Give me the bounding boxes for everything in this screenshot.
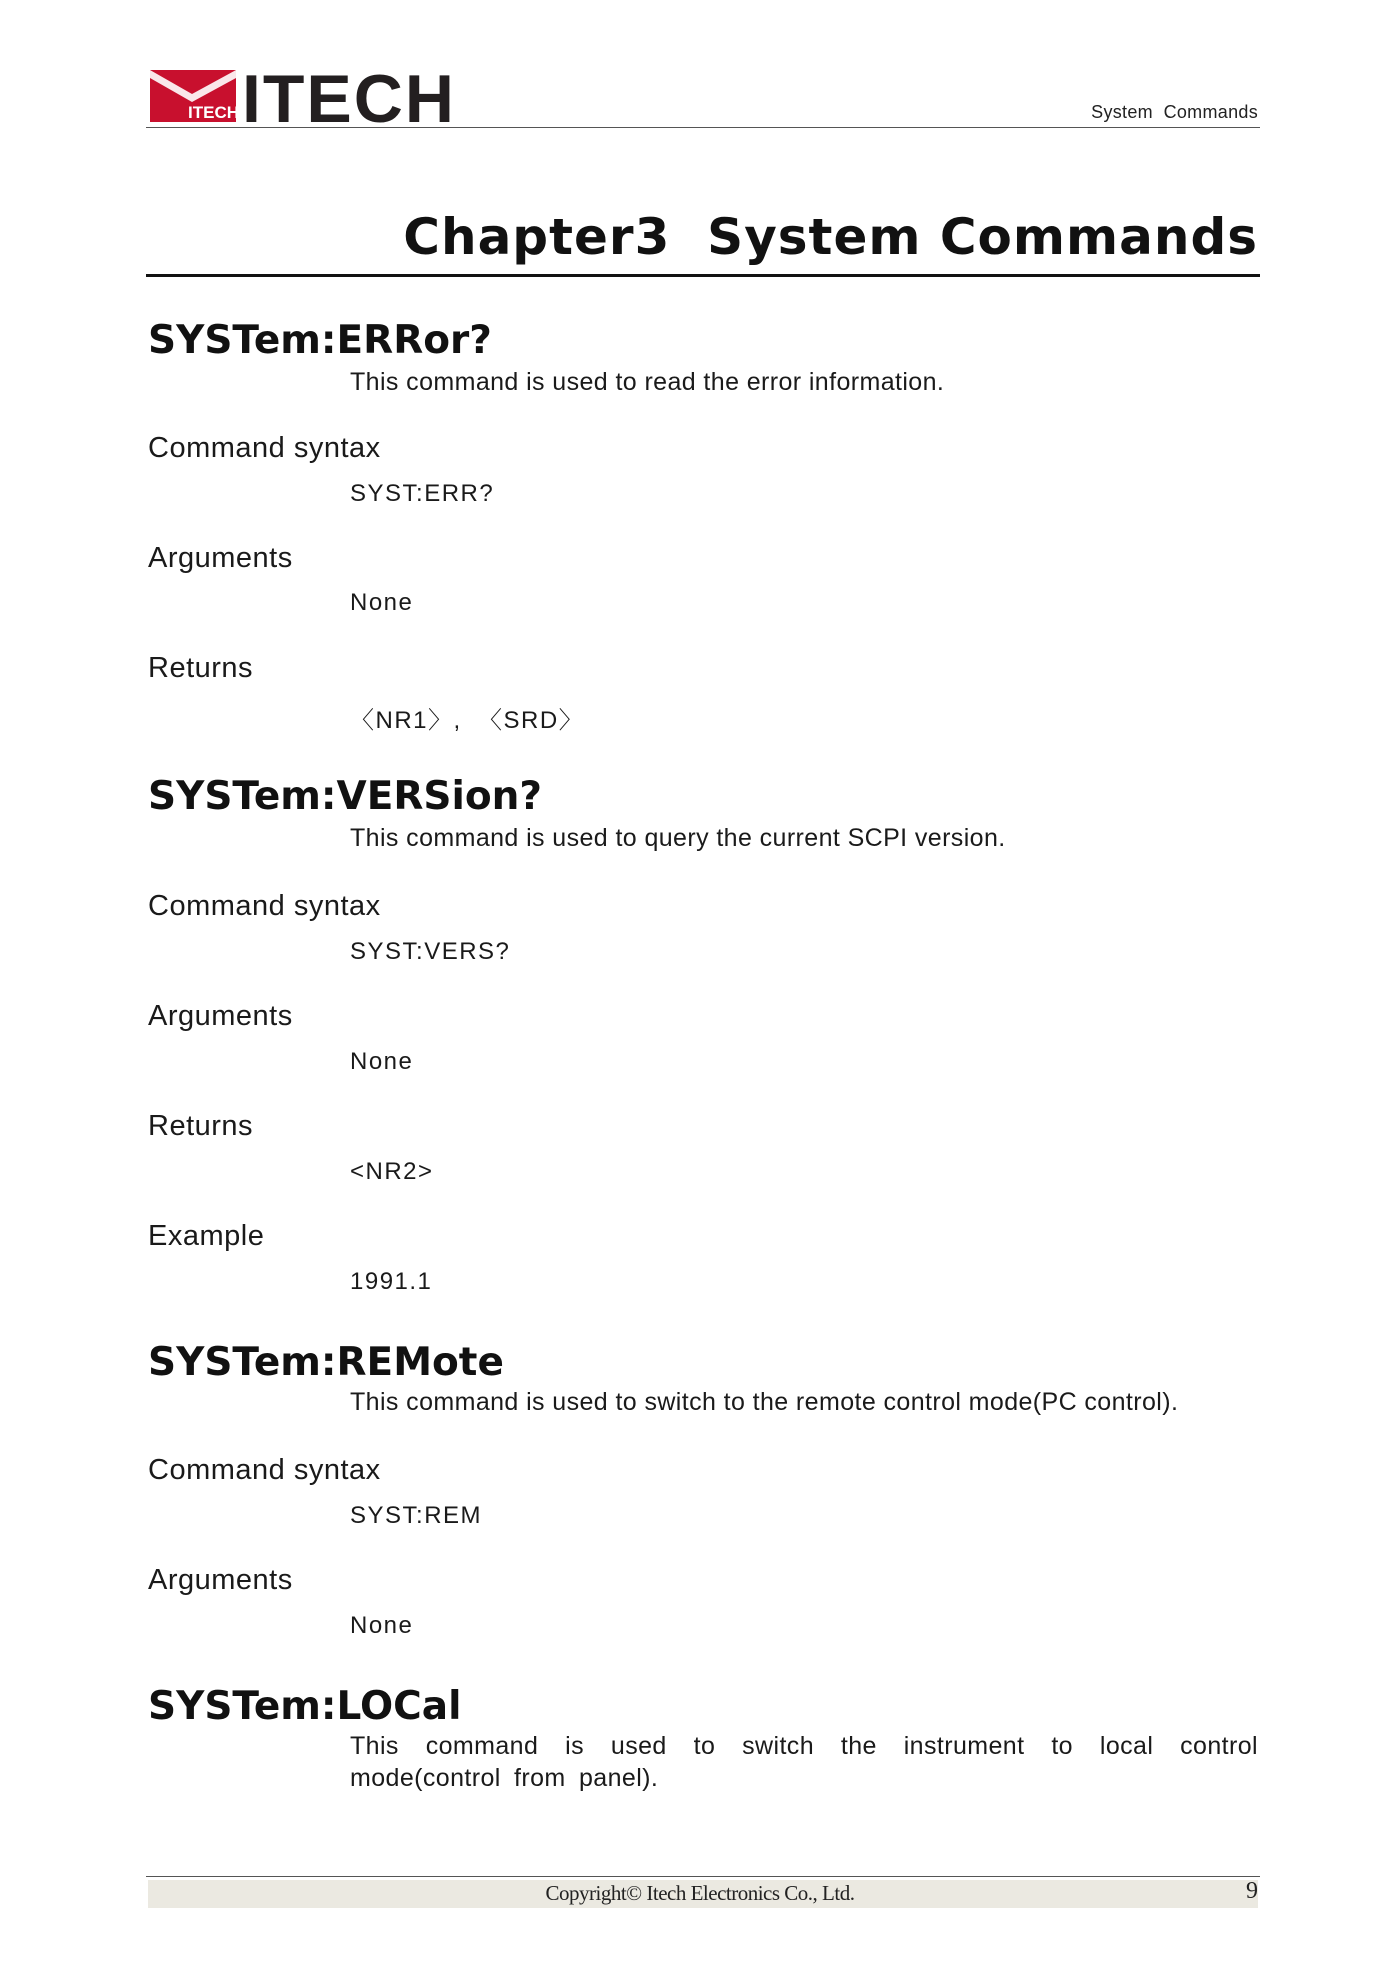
running-head: System Commands: [1091, 102, 1258, 122]
logo-badge-text: ITECH: [188, 103, 239, 122]
arguments-label: Arguments: [148, 542, 293, 574]
example-label: Example: [148, 1220, 265, 1252]
arguments-label: Arguments: [148, 1564, 293, 1596]
command-title: SYSTem:ERRor?: [148, 318, 492, 363]
arguments-label: Arguments: [148, 1000, 293, 1032]
syntax-label: Command syntax: [148, 1454, 381, 1486]
command-description: This command is used to read the error information.: [350, 368, 945, 396]
itech-logo: [150, 64, 470, 128]
returns-label: Returns: [148, 652, 254, 684]
command-description: This command is used to switch the instrument to local control mode(control from panel).: [350, 1732, 1258, 1792]
returns-label: Returns: [148, 1110, 254, 1142]
command-title: SYSTem:VERSion?: [148, 774, 543, 819]
syntax-label: Command syntax: [148, 432, 381, 464]
returns-value: <NR2>: [350, 1158, 434, 1185]
arguments-value: None: [350, 1612, 414, 1639]
arguments-value: None: [350, 1048, 414, 1075]
page-number: 9: [1246, 1878, 1258, 1904]
footer-divider: [146, 1876, 1260, 1877]
chapter-title: Chapter3 System Commands: [403, 208, 1258, 266]
example-value: 1991.1: [350, 1268, 433, 1295]
syntax-value: SYST:ERR?: [350, 480, 495, 507]
footer-copyright: Copyright© Itech Electronics Co., Ltd.: [545, 1881, 855, 1905]
command-title: SYSTem:REMote: [148, 1340, 504, 1385]
command-title: SYSTem:LOCal: [148, 1684, 462, 1729]
chapter-divider: [146, 274, 1260, 277]
syntax-value: SYST:REM: [350, 1502, 483, 1529]
command-description: This command is used to query the current SCPI version.: [350, 824, 1006, 852]
command-description: This command is used to switch to the remote control mode(PC control).: [350, 1388, 1179, 1416]
syntax-label: Command syntax: [148, 890, 381, 922]
arguments-value: None: [350, 589, 414, 616]
logo-wordmark: ITECH: [242, 64, 456, 128]
returns-value: 〈NR1〉, 〈SRD〉: [350, 707, 585, 734]
header-divider: [146, 127, 1260, 128]
syntax-value: SYST:VERS?: [350, 938, 511, 965]
